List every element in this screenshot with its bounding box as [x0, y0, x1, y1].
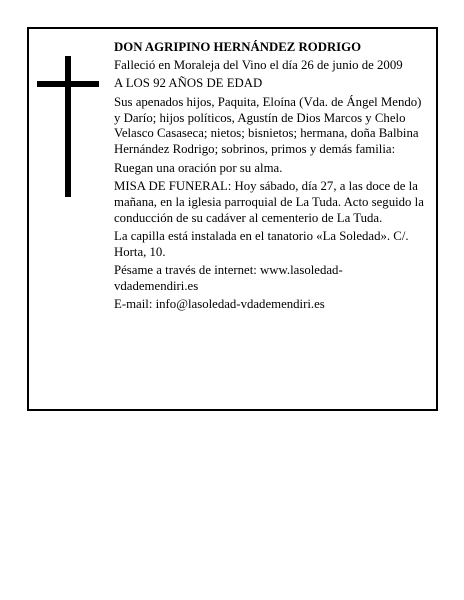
prayer-request: Ruegan una oración por su alma.	[114, 160, 283, 175]
age-at-death: A LOS 92 AÑOS DE EDAD	[114, 76, 263, 91]
cross-horizontal-bar	[37, 81, 99, 87]
funeral-details: MISA DE FUNERAL: Hoy sábado, día 27, a las doce de la mañana, en la iglesia parroquial de La Tuda. Acto seguido la conducción de su cadáver al cementerio de La Tuda.	[114, 178, 424, 225]
notice-text-block	[114, 40, 424, 315]
deceased-name: DON AGRIPINO HERNÁNDEZ RODRIGO	[114, 40, 362, 54]
family-list: Sus apenados hijos, Paquita, Eloína (Vda. de Ángel Mendo) y Darío; hijos políticos, Agustín de Dios Marcos y Chelo Velasco Casaseca; nietos; bisnietos; hermana, doña Balbina Hernández Rodrigo; sobrinos, primos y demás familia:	[114, 94, 422, 157]
cross-vertical-bar	[65, 56, 71, 197]
chapel-location: La capilla está instalada en el tanatorio «La Soledad». C/. Horta, 10.	[114, 228, 409, 259]
death-announcement: Falleció en Moraleja del Vino el día 26 de junio de 2009	[114, 58, 403, 73]
contact-email: E-mail: info@lasoledad-vdademendiri.es	[114, 296, 325, 311]
online-condolences: Pésame a través de internet: www.lasoledad-vdademendiri.es	[114, 262, 343, 293]
